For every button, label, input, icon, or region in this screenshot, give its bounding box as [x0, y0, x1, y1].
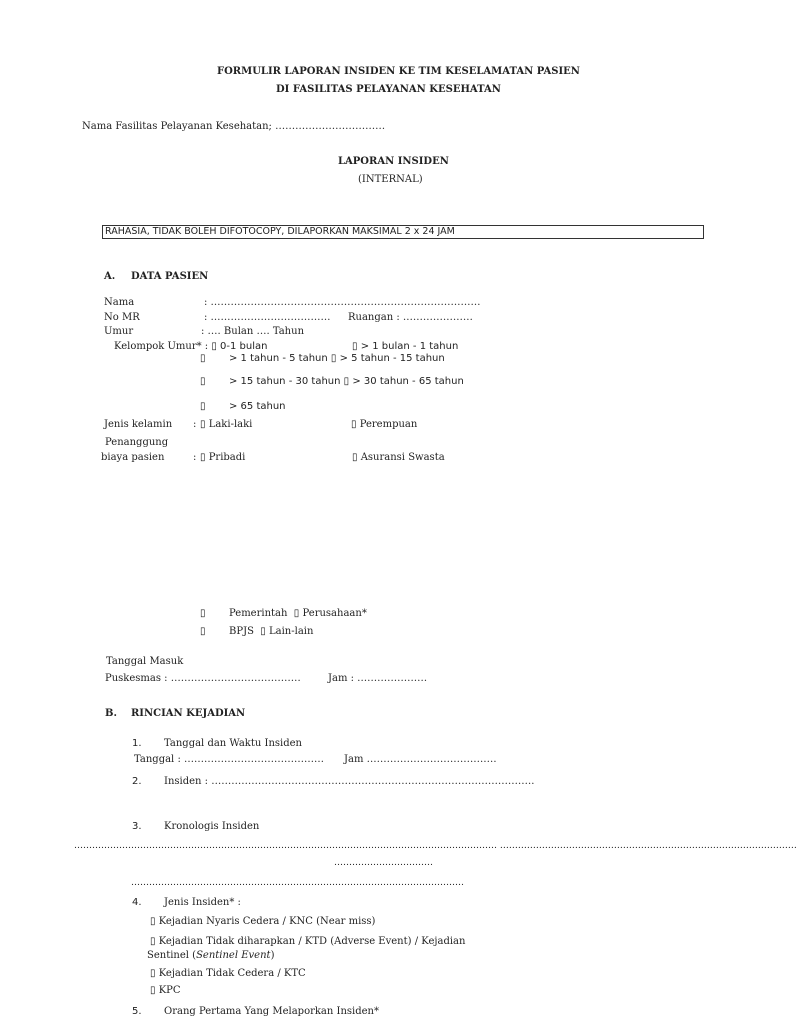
checkbox-icon[interactable]: ▯ — [200, 353, 206, 364]
opt-label: Perusahaan* — [302, 608, 367, 619]
opt-label: KPC — [158, 985, 181, 996]
checkbox-icon[interactable]: ▯ — [200, 376, 206, 387]
ruangan-field: Ruangan : ………………… — [348, 312, 473, 323]
opt-kpc — [150, 985, 181, 997]
item-number: 4. — [132, 897, 142, 908]
kelompok-umur-text: Kelompok Umur* : — [114, 341, 212, 352]
nama-field: : ……………………………………………………………………… — [204, 297, 481, 308]
section-a-letter: A. — [104, 271, 116, 282]
q4-label: Jenis Insiden* : — [164, 897, 241, 908]
kronologis-dots-line3: ………………………………………………………………………………………………… — [131, 878, 464, 888]
item-number: 2. — [132, 776, 142, 787]
insiden-field: Insiden : ……………………………………………………………………………………. — [164, 776, 535, 787]
opt-label: Kejadian Nyaris Cedera / KNC (Near miss) — [158, 916, 376, 927]
umur-label: Umur — [104, 326, 134, 337]
checkbox-icon[interactable]: ▯ — [200, 452, 206, 463]
kelompok-umur-label — [114, 341, 268, 353]
umur-field: : …. Bulan …. Tahun — [201, 326, 305, 337]
report-subtitle: (INTERNAL) — [358, 174, 423, 185]
penanggung-label: Penanggung — [105, 437, 169, 448]
checkbox-icon[interactable]: ▯ — [330, 353, 337, 364]
opt-15-30-tahun — [229, 376, 464, 388]
item-number: 3. — [132, 821, 142, 832]
nomr-label: No MR — [104, 312, 140, 323]
opt-1bulan-1tahun — [352, 341, 458, 353]
opt-label: Kejadian Tidak Cedera / KTC — [158, 968, 306, 979]
section-a-title: DATA PASIEN — [131, 271, 209, 282]
opt-65-tahun: > 65 tahun — [229, 401, 286, 412]
checkbox-icon[interactable]: ▯ — [200, 401, 206, 412]
opt-ktd-line2 — [147, 950, 274, 962]
opt-label: BPJS — [229, 626, 254, 637]
opt-laki-laki — [200, 419, 252, 431]
opt-pemerintah — [229, 608, 367, 620]
opt-label: > 1 tahun - 5 tahun — [229, 353, 328, 364]
section-b-title: RINCIAN KEJADIAN — [131, 708, 246, 719]
checkbox-icon[interactable]: ▯ — [351, 419, 357, 430]
opt-label: ) — [270, 950, 275, 961]
tanggal-masuk-label: Tanggal Masuk — [106, 656, 184, 667]
opt-perempuan — [351, 419, 417, 431]
pb-colon: : — [193, 452, 197, 463]
opt-knc — [150, 916, 375, 928]
opt-label: Pribadi — [208, 452, 246, 463]
nomr-field: : ……………………………… — [204, 312, 331, 323]
confidential-text: RAHASIA, TIDAK BOLEH DIFOTOCOPY, DILAPORKAN MAKSIMAL 2 x 24 JAM — [105, 226, 455, 237]
q3-label: Kronologis Insiden — [164, 821, 260, 832]
opt-1-5-tahun — [229, 353, 445, 365]
opt-label: Sentinel ( — [147, 950, 197, 961]
jam-insiden-field: Jam ………………………………… — [344, 754, 497, 765]
opt-asuransi-swasta — [352, 452, 445, 464]
opt-label: > 5 tahun - 15 tahun — [339, 353, 445, 364]
kronologis-dots-line1: …………………………………………………………………………………………………………………………… ……………………………………………………………………………………… — [74, 841, 797, 851]
opt-label: > 1 bulan - 1 tahun — [360, 341, 459, 352]
item-number: 1. — [132, 738, 142, 749]
facility-name-field: Nama Fasilitas Pelayanan Kesehatan; …………………………… — [82, 121, 386, 132]
puskesmas-field: Puskesmas : ………………………………… — [105, 673, 301, 684]
opt-label: Asuransi Swasta — [360, 452, 445, 463]
checkbox-icon[interactable]: ▯ — [150, 985, 156, 996]
opt-ktc — [150, 968, 306, 980]
checkbox-icon[interactable]: ▯ — [343, 376, 350, 387]
checkbox-icon[interactable]: ▯ — [200, 626, 206, 637]
form-title-line1: FORMULIR LAPORAN INSIDEN KE TIM KESELAMATAN PASIEN — [217, 66, 580, 77]
jk-colon: : — [193, 419, 197, 430]
opt-bpjs — [229, 626, 313, 638]
item-number: 5. — [132, 1006, 142, 1017]
tanggal-insiden-field: Tanggal : …………………………………… — [134, 754, 324, 765]
checkbox-icon[interactable]: ▯ — [150, 916, 156, 927]
checkbox-icon[interactable]: ▯ — [200, 608, 206, 619]
opt-0-1-bulan: 0-1 bulan — [220, 341, 268, 352]
confidential-box — [102, 225, 704, 239]
q1-label: Tanggal dan Waktu Insiden — [164, 738, 302, 749]
q5-label: Orang Pertama Yang Melaporkan Insiden* — [164, 1006, 379, 1017]
opt-ktd — [150, 936, 465, 948]
nama-label: Nama — [104, 297, 135, 308]
opt-label: Pemerintah — [229, 608, 288, 619]
opt-pribadi — [200, 452, 245, 464]
opt-label: > 15 tahun - 30 tahun — [229, 376, 341, 387]
opt-label: > 30 tahun - 65 tahun — [352, 376, 464, 387]
checkbox-icon[interactable]: ▯ — [293, 608, 300, 619]
jam-masuk-field: Jam : ………………… — [328, 673, 428, 684]
checkbox-icon[interactable]: ▯ — [260, 626, 266, 637]
checkbox-icon[interactable]: ▯ — [352, 341, 358, 352]
opt-label-italic: Sentinel Event — [196, 950, 271, 961]
checkbox-icon[interactable]: ▯ — [200, 419, 206, 430]
biaya-pasien-label: biaya pasien — [101, 452, 165, 463]
checkbox-icon[interactable]: ▯ — [150, 968, 156, 979]
checkbox-icon[interactable]: ▯ — [211, 341, 217, 352]
checkbox-icon[interactable]: ▯ — [352, 452, 358, 463]
section-b-letter: B. — [105, 708, 117, 719]
form-title-line2: DI FASILITAS PELAYANAN KESEHATAN — [276, 84, 501, 95]
opt-label: Laki-laki — [208, 419, 253, 430]
report-title: LAPORAN INSIDEN — [338, 156, 449, 167]
jenis-kelamin-label: Jenis kelamin — [104, 419, 173, 430]
opt-label: Perempuan — [359, 419, 418, 430]
checkbox-icon[interactable]: ▯ — [150, 936, 156, 947]
opt-label: Lain-lain — [269, 626, 314, 637]
kronologis-dots-line2: …………………………… — [334, 858, 433, 868]
opt-label: Kejadian Tidak diharapkan / KTD (Adverse Event) / Kejadian — [158, 936, 466, 947]
